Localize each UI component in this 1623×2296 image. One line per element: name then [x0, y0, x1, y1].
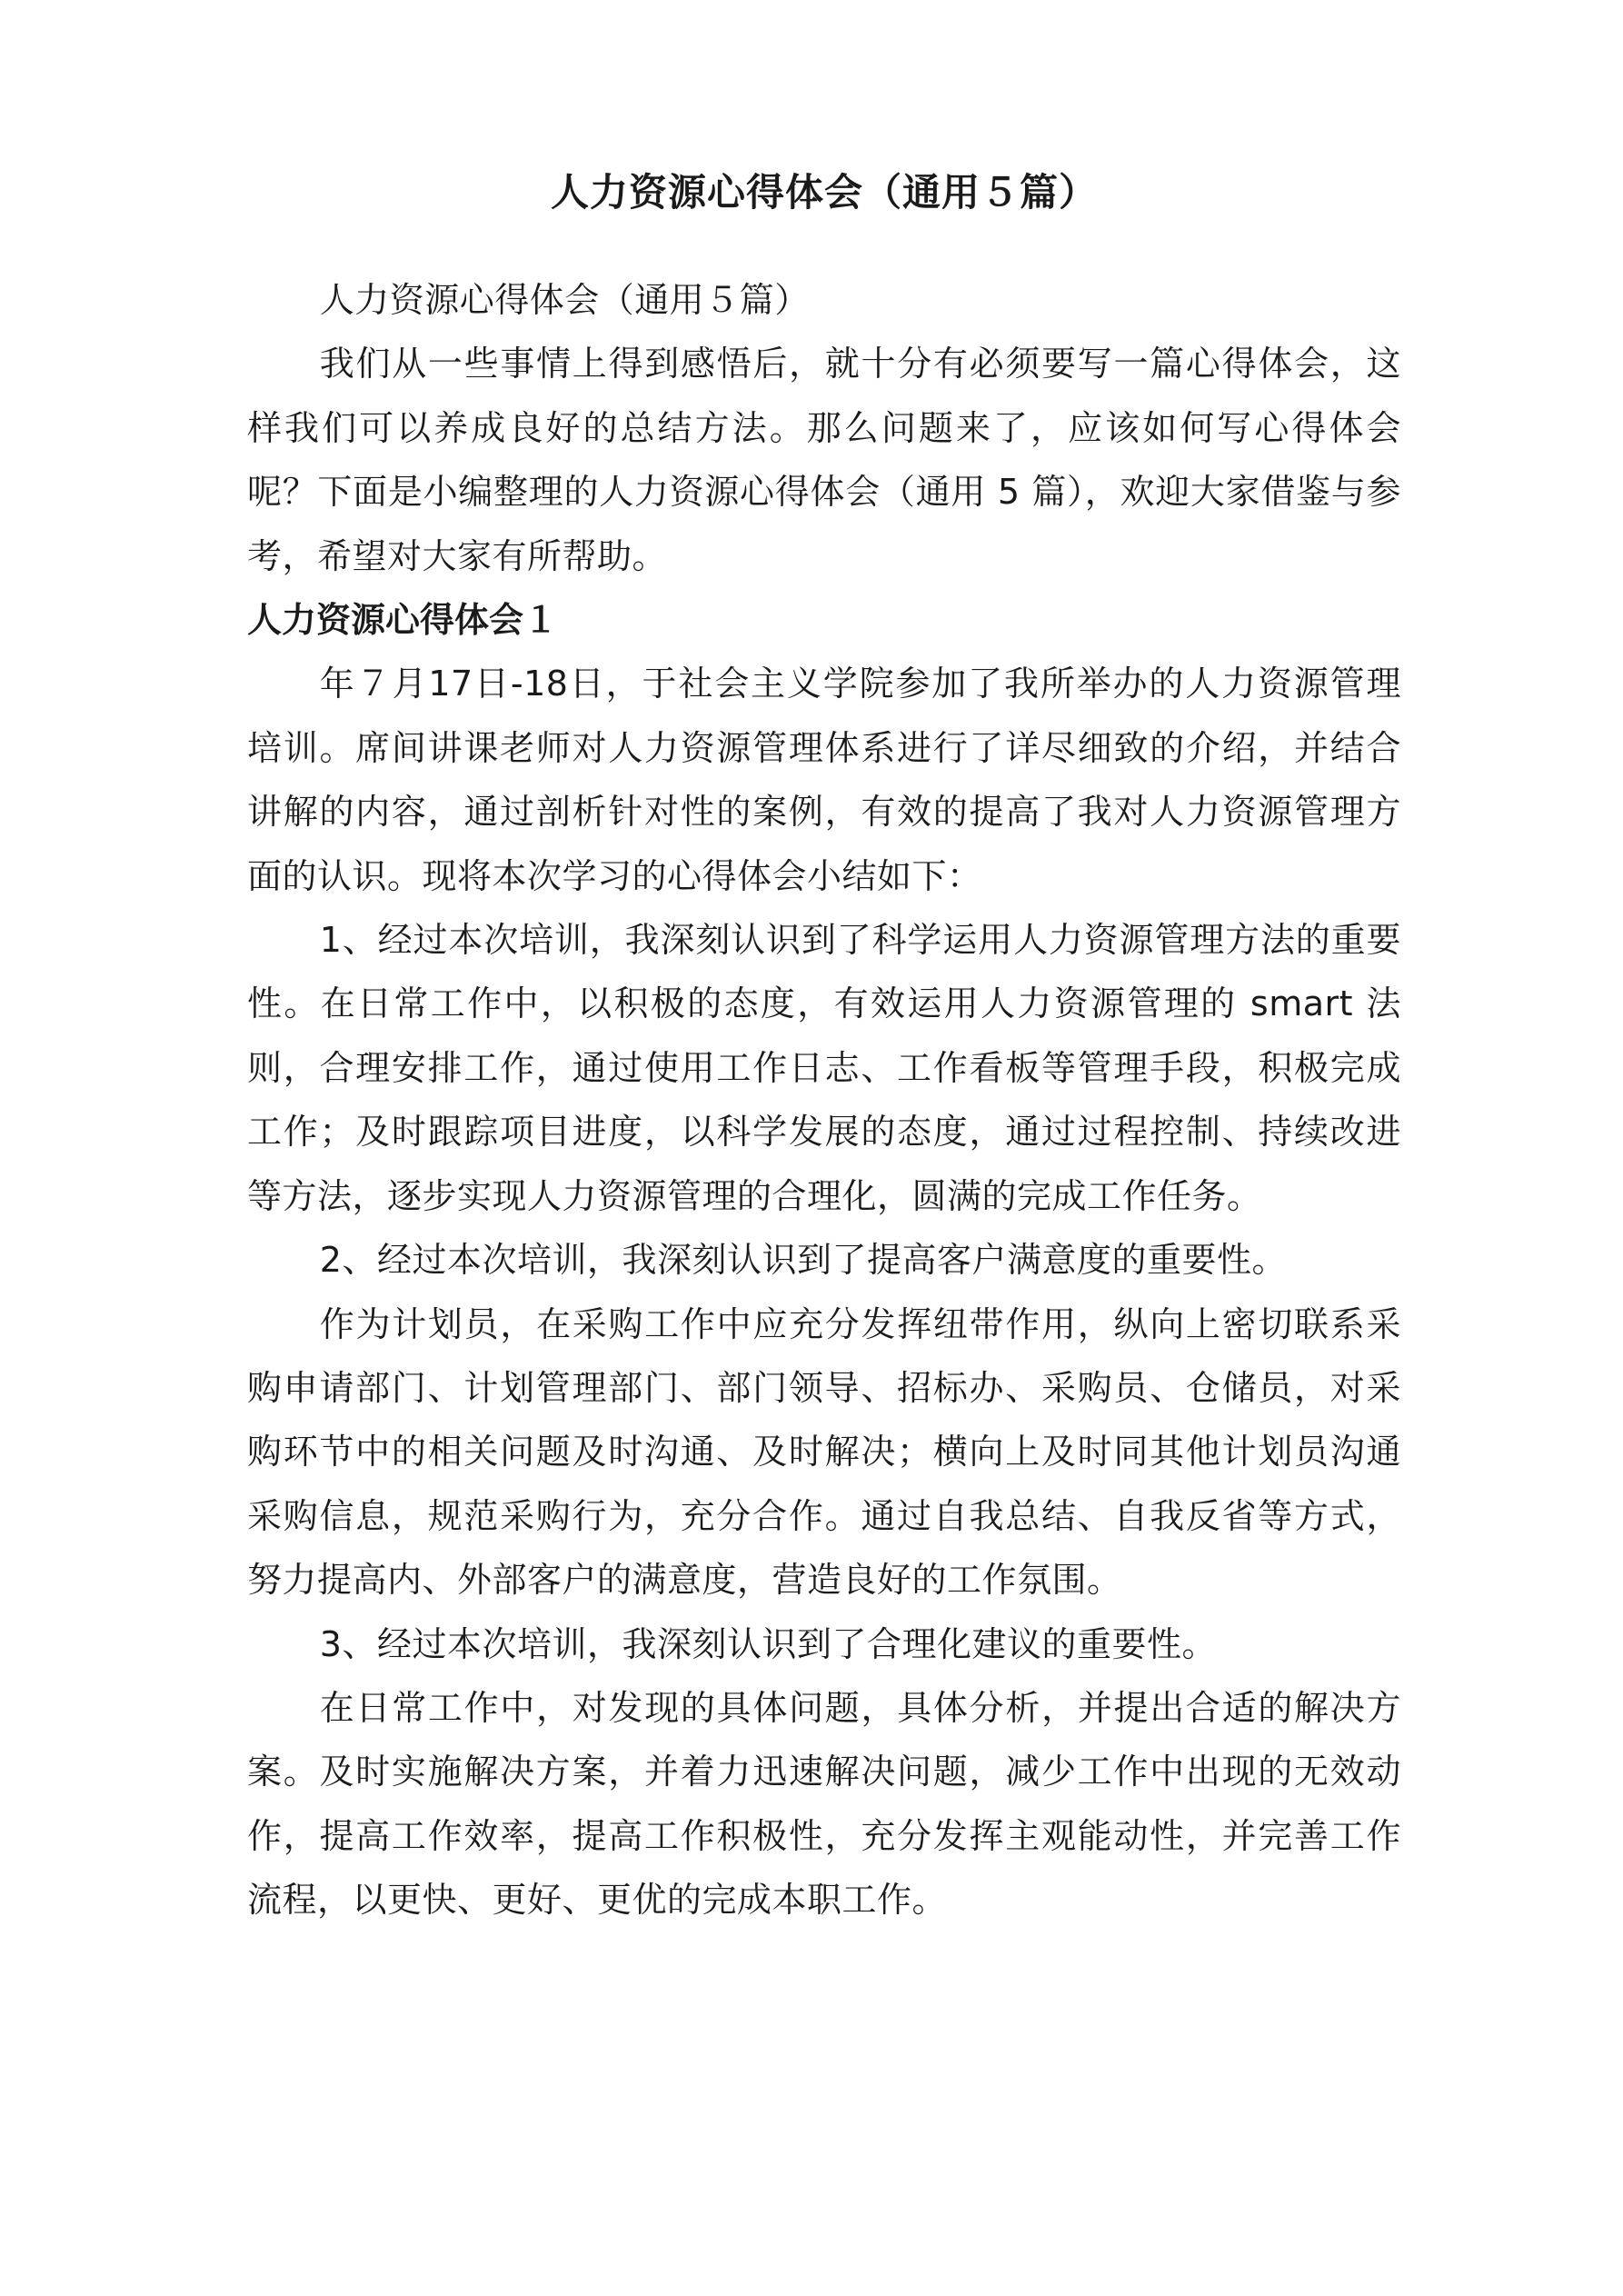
paragraph-point-2: 2、经过本次培训，我深刻认识到了提高客户满意度的重要性。: [319, 1240, 1287, 1281]
paragraph-point-2-detail: 作为计划员，在采购工作中应充分发挥纽带作用，纵向上密切联系采购申请部门、计划管理部门、部门领导、招标办、采购员、仓储员，对采购环节中的相关问题及时沟通、及时解决；横向上及时同其他计划员沟通采购信息，规范采购行为，充分合作。通过自我总结、自我反省等方式，努力提高内、外部客户的满意度，营造良好的工作氛围。: [247, 1303, 1401, 1601]
paragraph-point-3: 3、经过本次培训，我深刻认识到了合理化建议的重要性。: [319, 1623, 1217, 1664]
section-heading: 人力资源心得体会１: [247, 600, 559, 641]
paragraph-intro: 我们从一些事情上得到感悟后，就十分有必须要写一篇心得体会，这样我们可以养成良好的总结方法。那么问题来了，应该如何写心得体会呢？下面是小编整理的人力资源心得体会（通用 5 篇），欢迎大家借鉴与参考，希望对大家有所帮助。: [247, 344, 1401, 576]
paragraph-subtitle: 人力资源心得体会（通用５篇）: [319, 280, 810, 320]
paragraph-training-summary: 年７月17日-18日，于社会主义学院参加了我所举办的人力资源管理培训。席间讲课老师对人力资源管理体系进行了详尽细致的介绍，并结合讲解的内容，通过剖析针对性的案例，有效的提高了我对人力资源管理方面的认识。现将本次学习的心得体会小结如下：: [247, 664, 1401, 896]
paragraph-point-1: 1、经过本次培训，我深刻认识到了科学运用人力资源管理方法的重要性。在日常工作中，以积极的态度，有效运用人力资源管理的 smart 法则，合理安排工作，通过使用工作日志、工作看板等管理手段，积极完成工作；及时跟踪项目进度，以科学发展的态度，通过过程控制、持续改进等方法，逐步实现人力资源管理的合理化，圆满的完成工作任务。: [247, 920, 1401, 1216]
document-body: [247, 268, 1401, 1932]
paragraph-point-3-detail: 在日常工作中，对发现的具体问题，具体分析，并提出合适的解决方案。及时实施解决方案，并着力迅速解决问题，减少工作中出现的无效动作，提高工作效率，提高工作积极性，充分发挥主观能动性，并完善工作流程，以更快、更好、更优的完成本职工作。: [247, 1687, 1401, 1921]
document-title: 人力资源心得体会（通用５篇）: [550, 170, 1098, 215]
